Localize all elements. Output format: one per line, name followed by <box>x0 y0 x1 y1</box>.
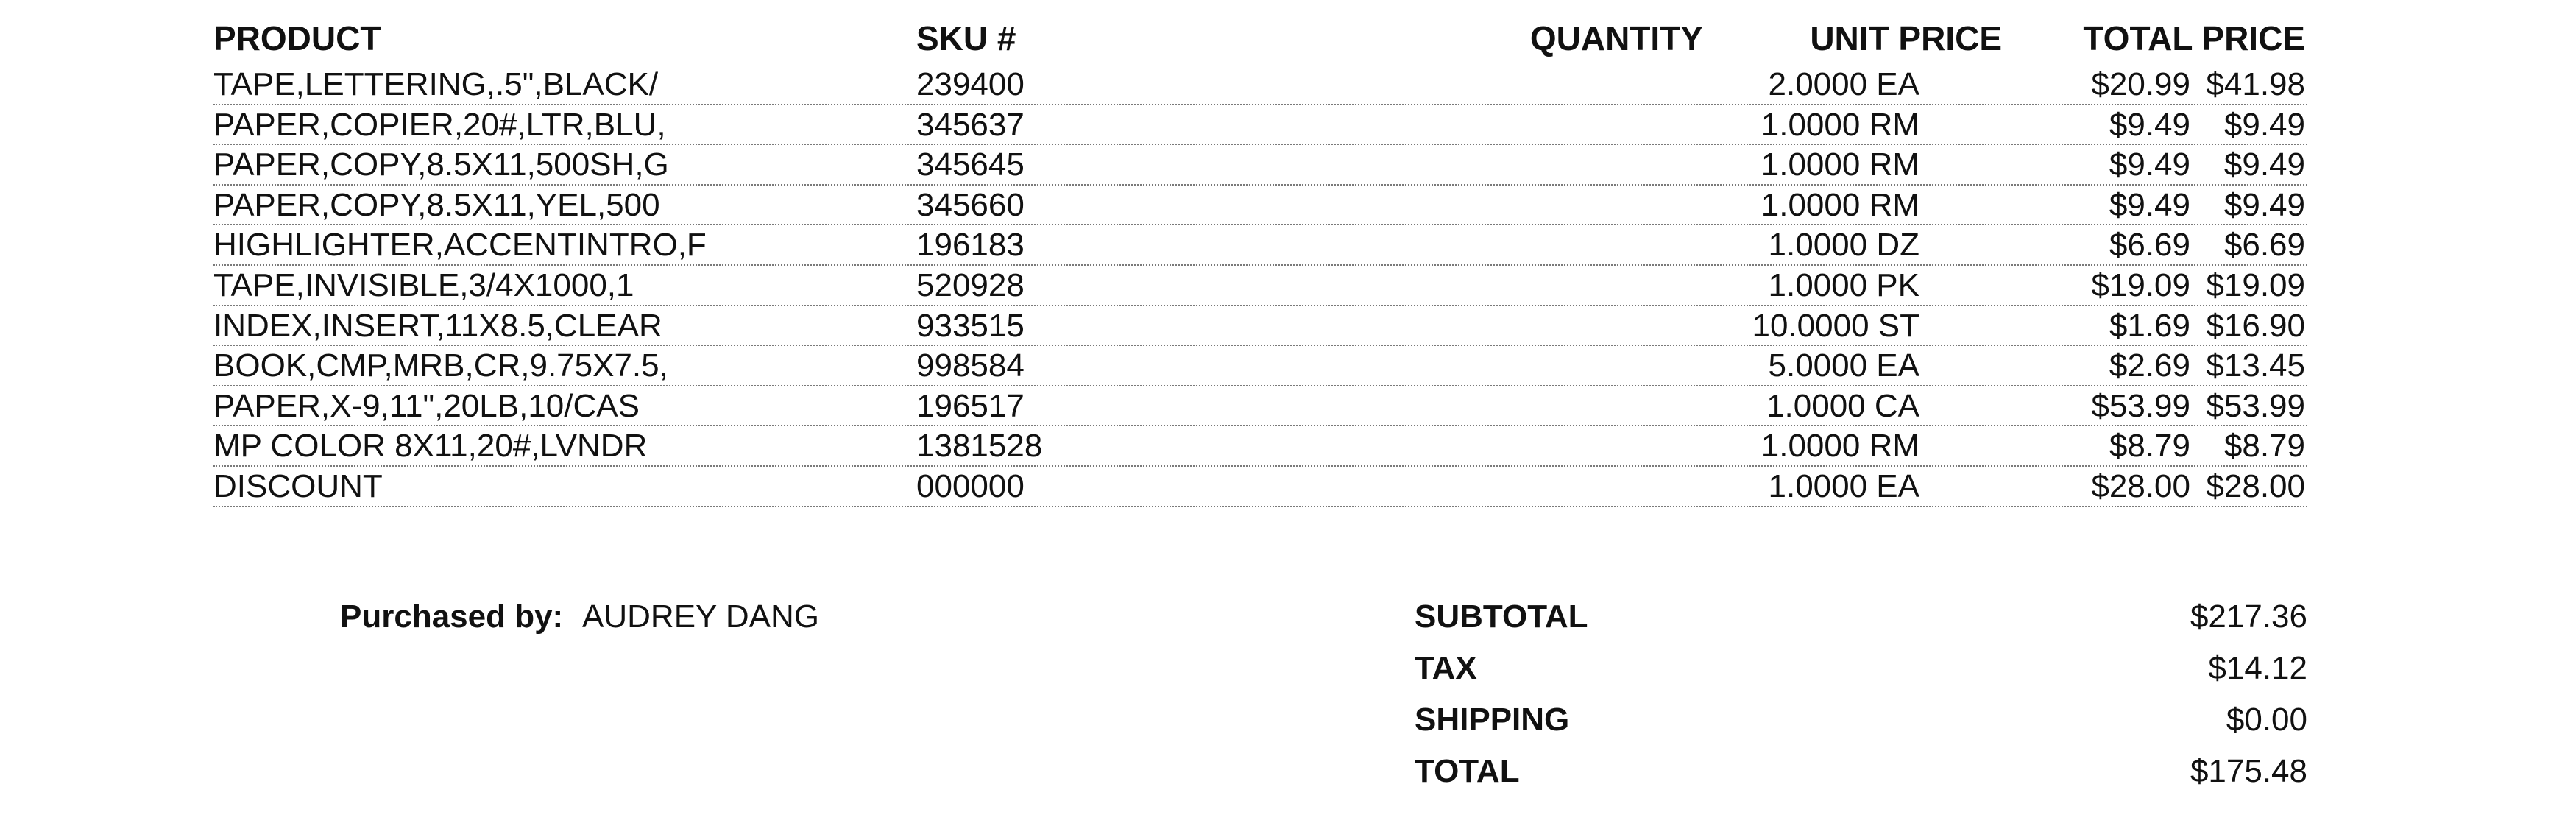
table-row <box>213 145 2307 186</box>
item-total-price: $8.79 <box>2223 428 2305 465</box>
table-row <box>213 467 2307 507</box>
item-sku: 520928 <box>916 266 1025 303</box>
item-product: TAPE,INVISIBLE,3/4X1000,1 <box>213 266 634 303</box>
purchaser-name: AUDREY DANG <box>582 599 819 635</box>
item-sku: 196517 <box>916 387 1025 424</box>
item-total-price: $53.99 <box>2206 387 2305 424</box>
header-unit-price: UNIT PRICE <box>1810 19 2002 57</box>
item-total-price: $6.69 <box>2223 227 2305 264</box>
item-sku: 345637 <box>916 106 1025 143</box>
item-sku: 196183 <box>916 227 1025 264</box>
shipping-label: SHIPPING <box>1415 702 1570 738</box>
item-quantity: 2.0000 EA <box>1768 66 1919 102</box>
item-total-price: $9.49 <box>2223 186 2305 223</box>
table-row <box>213 426 2307 467</box>
item-total-price: $9.49 <box>2223 147 2305 183</box>
purchased-by-label: Purchased by: <box>340 599 564 635</box>
header-product: PRODUCT <box>213 19 381 57</box>
table-row <box>213 386 2307 427</box>
table-row <box>213 105 2307 146</box>
item-quantity: 1.0000 RM <box>1761 428 1919 465</box>
item-total-price: $9.49 <box>2223 106 2305 143</box>
item-product: INDEX,INSERT,11X8.5,CLEAR <box>213 307 662 344</box>
item-product: PAPER,COPIER,20#,LTR,BLU, <box>213 106 666 143</box>
item-sku: 998584 <box>916 347 1025 384</box>
item-product: TAPE,LETTERING,.5",BLACK/ <box>213 66 659 102</box>
item-quantity: 5.0000 EA <box>1768 347 1919 384</box>
table-row <box>213 186 2307 226</box>
total-value: $175.48 <box>2190 753 2307 789</box>
item-total-price: $28.00 <box>2206 467 2305 504</box>
total-label: TOTAL <box>1415 753 1520 789</box>
table-row <box>213 346 2307 386</box>
tax-label: TAX <box>1415 650 1477 686</box>
item-product: PAPER,COPY,8.5X11,500SH,G <box>213 147 669 183</box>
item-product: DISCOUNT <box>213 467 383 504</box>
item-unit-price: $6.69 <box>2109 227 2190 264</box>
item-unit-price: $19.09 <box>2091 266 2190 303</box>
item-sku: 1381528 <box>916 428 1043 465</box>
item-total-price: $19.09 <box>2206 266 2305 303</box>
header-quantity: QUANTITY <box>1529 19 1703 57</box>
item-product: BOOK,CMP,MRB,CR,9.75X7.5, <box>213 347 668 384</box>
item-product: PAPER,X-9,11",20LB,10/CAS <box>213 387 640 424</box>
item-sku: 239400 <box>916 66 1025 102</box>
item-quantity: 1.0000 DZ <box>1768 227 1919 264</box>
item-product: HIGHLIGHTER,ACCENTINTRO,F <box>213 227 707 264</box>
table-row <box>213 225 2307 266</box>
table-row <box>213 266 2307 306</box>
item-product: MP COLOR 8X11,20#,LVNDR <box>213 428 648 465</box>
item-sku: 000000 <box>916 467 1025 504</box>
item-unit-price: $28.00 <box>2091 467 2190 504</box>
item-quantity: 1.0000 RM <box>1761 147 1919 183</box>
item-product: PAPER,COPY,8.5X11,YEL,500 <box>213 186 660 223</box>
item-unit-price: $20.99 <box>2091 66 2190 102</box>
purchased-by <box>340 595 819 639</box>
header-total-price: TOTAL PRICE <box>2083 19 2305 57</box>
item-total-price: $16.90 <box>2206 307 2305 344</box>
item-quantity: 10.0000 ST <box>1752 307 1919 344</box>
item-total-price: $13.45 <box>2206 347 2305 384</box>
item-quantity: 1.0000 RM <box>1761 106 1919 143</box>
table-row <box>213 65 2307 105</box>
item-unit-price: $8.79 <box>2109 428 2190 465</box>
item-quantity: 1.0000 RM <box>1761 186 1919 223</box>
item-unit-price: $9.49 <box>2109 186 2190 223</box>
item-quantity: 1.0000 EA <box>1768 467 1919 504</box>
item-unit-price: $1.69 <box>2109 307 2190 344</box>
item-sku: 345660 <box>916 186 1025 223</box>
tax-value: $14.12 <box>2208 650 2307 686</box>
subtotal-label: SUBTOTAL <box>1415 599 1588 635</box>
item-unit-price: $9.49 <box>2109 147 2190 183</box>
item-quantity: 1.0000 PK <box>1768 266 1919 303</box>
item-sku: 933515 <box>916 307 1025 344</box>
item-unit-price: $53.99 <box>2091 387 2190 424</box>
shipping-value: $0.00 <box>2226 702 2307 738</box>
item-quantity: 1.0000 CA <box>1766 387 1919 424</box>
line-items <box>213 65 2307 507</box>
item-sku: 345645 <box>916 147 1025 183</box>
header-sku: SKU # <box>916 19 1016 57</box>
item-unit-price: $9.49 <box>2109 106 2190 143</box>
table-row <box>213 306 2307 347</box>
item-total-price: $41.98 <box>2206 66 2305 102</box>
item-unit-price: $2.69 <box>2109 347 2190 384</box>
subtotal-value: $217.36 <box>2190 599 2307 635</box>
